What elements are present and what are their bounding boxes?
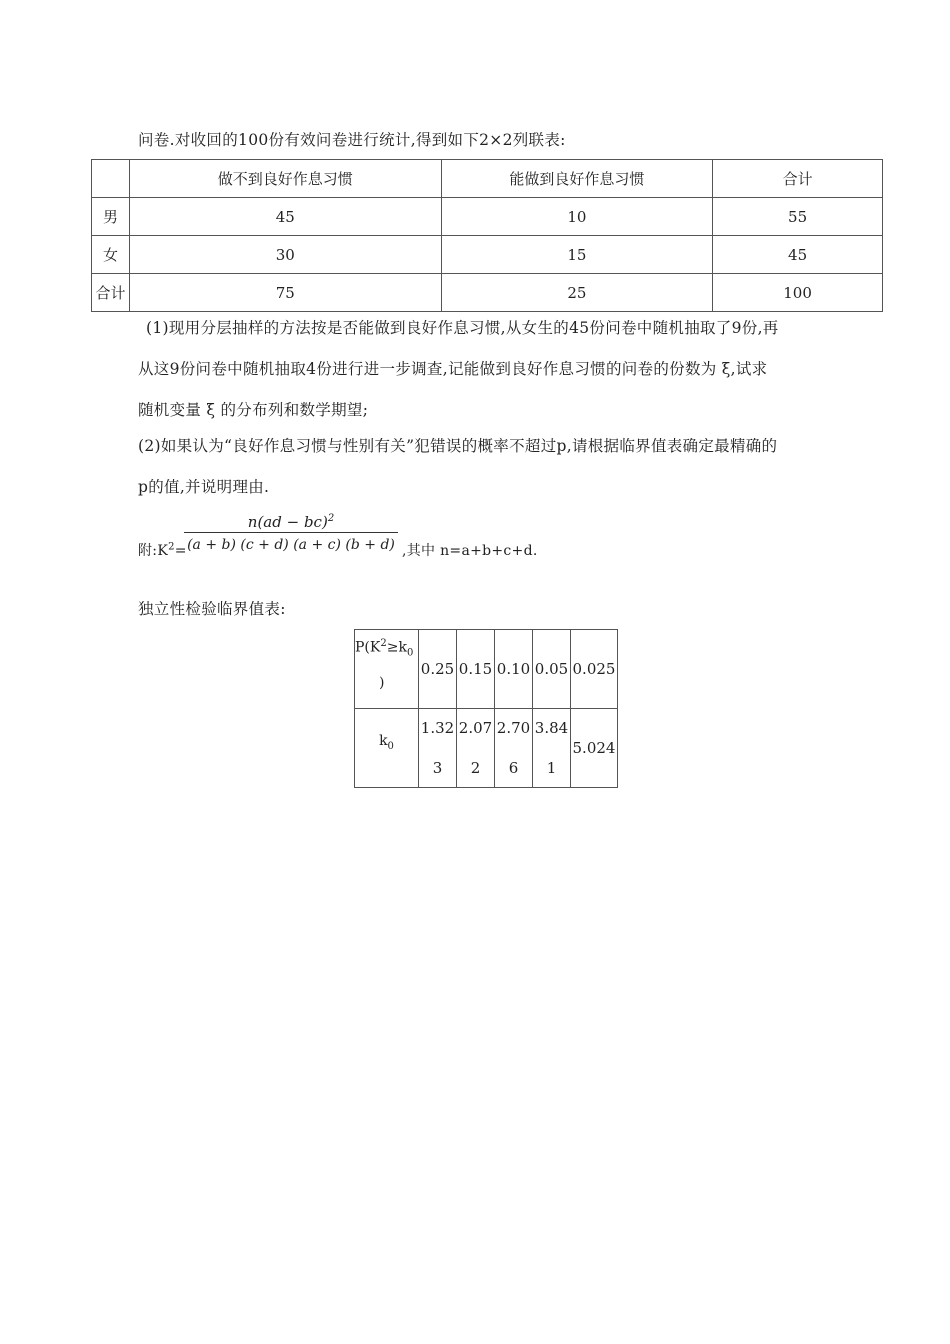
table-cell: 30 (129, 236, 441, 274)
table-cell: 1.32 3 (419, 709, 457, 788)
table-cell: 5.024 (571, 709, 618, 788)
row-label: 男 (92, 198, 130, 236)
table-cell: 2.07 2 (457, 709, 495, 788)
table-row (92, 274, 883, 312)
table-cell: 0.25 (419, 630, 457, 709)
table-row (92, 236, 883, 274)
formula-fraction (182, 506, 400, 557)
row-label: 女 (92, 236, 130, 274)
table-cell: 55 (713, 198, 883, 236)
formula-suffix: ,其中 n=a+b+c+d. (402, 543, 538, 559)
table-header-cell: 能做到良好作息习惯 (441, 160, 713, 198)
table-cell: 0.15 (457, 630, 495, 709)
table-cell: 2.70 6 (495, 709, 533, 788)
formula-denominator: (a + b) (c + d) (a + c) (b + d) (187, 537, 395, 553)
table-cell: 0.025 (571, 630, 618, 709)
table-cell: 0.05 (533, 630, 571, 709)
table-cell: 45 (129, 198, 441, 236)
question-2-line-1: (2)如果认为“良好作息习惯与性别有关”犯错误的概率不超过p,请根据临界值表确定最精确的 (138, 437, 778, 455)
table-row (92, 198, 883, 236)
row-label: $k_0$ (355, 709, 419, 788)
table-header-row (92, 160, 883, 198)
table-row (355, 630, 618, 709)
row-label: 合计 (92, 274, 130, 312)
row-label: $P(K^2\ge k_0$ ) (355, 630, 419, 709)
table-cell: 45 (713, 236, 883, 274)
table-header-cell: 做不到良好作息习惯 (129, 160, 441, 198)
table-cell: 100 (713, 274, 883, 312)
formula-numerator: n(ad − bc)$^2$ (247, 513, 335, 531)
question-1-line-3: 随机变量 ξ 的分布列和数学期望; (138, 401, 369, 419)
question-1-line-1: (1)现用分层抽样的方法按是否能做到良好作息习惯,从女生的45份问卷中随机抽取了9份,再 (146, 319, 779, 337)
contingency-table (91, 159, 883, 312)
table-cell (92, 160, 130, 198)
table-header-cell: 合计 (713, 160, 883, 198)
table-cell: 25 (441, 274, 713, 312)
table-row (355, 709, 618, 788)
intro-text: 问卷.对收回的100份有效问卷进行统计,得到如下2×2列联表: (138, 131, 566, 149)
formula-prefix: 附$:K^2=$ (138, 541, 187, 559)
question-2-line-2: p的值,并说明理由. (138, 478, 270, 496)
table-cell: 10 (441, 198, 713, 236)
question-1-line-2: 从这9份问卷中随机抽取4份进行进一步调查,记能做到良好作息习惯的问卷的份数为 ξ,试求 (138, 360, 768, 378)
critical-table-title: 独立性检验临界值表: (138, 600, 286, 618)
table-cell: 0.10 (495, 630, 533, 709)
table-cell: 75 (129, 274, 441, 312)
table-cell: 15 (441, 236, 713, 274)
critical-value-table (354, 629, 618, 788)
table-cell: 3.84 1 (533, 709, 571, 788)
